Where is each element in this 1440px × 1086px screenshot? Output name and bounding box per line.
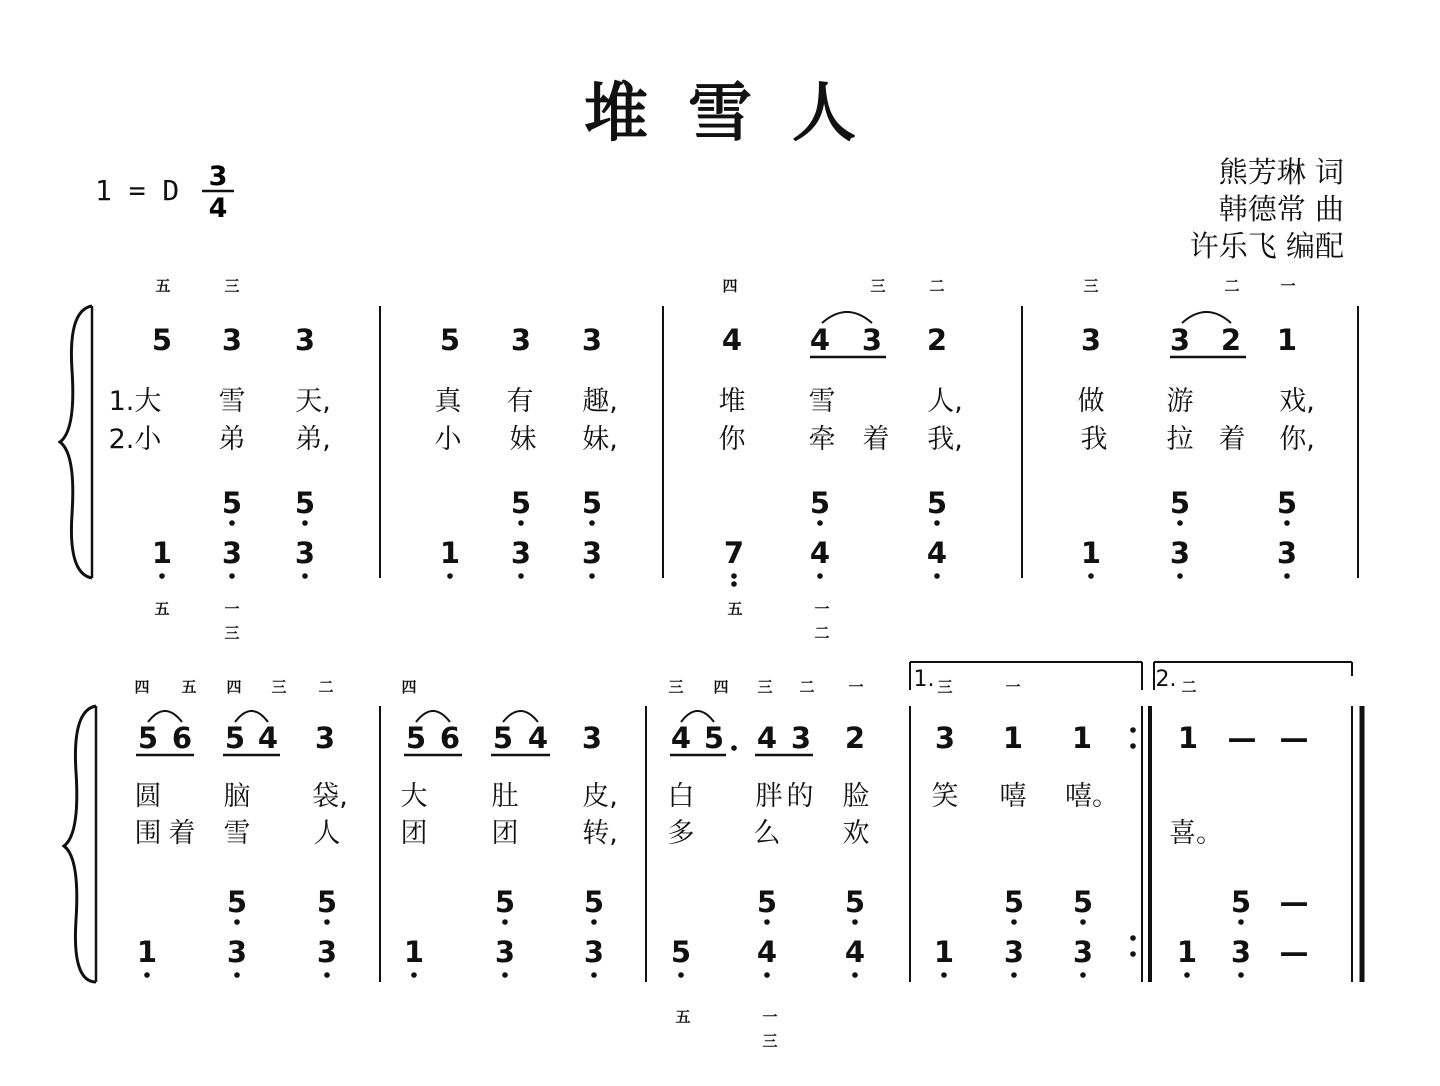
fingering-number: 二 — [814, 624, 830, 642]
octave-dot-below — [731, 573, 737, 579]
accomp-upper-note: 5 — [1072, 885, 1094, 919]
fingering-number: 四 — [401, 678, 417, 696]
repeat-dot — [1130, 951, 1136, 957]
lyric-verse2: 我 — [1080, 424, 1108, 455]
arranger-credit: 许乐飞 编配 — [1189, 229, 1344, 263]
lyric-verse1: 胖 — [755, 781, 783, 812]
octave-dot-below — [324, 972, 330, 978]
accomp-lower-note: 1 — [1080, 536, 1102, 570]
melody-note: 6 — [439, 721, 461, 755]
fingering-number: 五 — [675, 1008, 691, 1026]
accomp-upper-note: 5 — [294, 486, 316, 520]
accomp-lower-note: 1 — [933, 935, 955, 969]
lyric-verse1: 脑 — [223, 781, 251, 812]
accomp-upper-note: 5 — [581, 486, 603, 520]
fingering-number: 四 — [722, 277, 738, 295]
fingering-number: 三 — [870, 277, 886, 295]
octave-dot-below — [934, 573, 940, 579]
melody-note: 4 — [809, 323, 831, 357]
octave-dot-below — [1184, 972, 1190, 978]
lyric-verse1: 白 — [667, 781, 695, 812]
composer-credit: 韩德常 曲 — [1218, 192, 1344, 226]
octave-dot-below — [159, 573, 165, 579]
lyric-verse1: 嘻 — [999, 781, 1027, 812]
accomp-upper-note: 5 — [1169, 486, 1191, 520]
lyric-verse1: 戏, — [1279, 386, 1315, 417]
accomp-lower-note: 3 — [226, 935, 248, 969]
melody-note: 5 — [151, 323, 173, 357]
octave-dot-below — [591, 919, 597, 925]
volta-2-label: 2. — [1155, 667, 1177, 692]
melody-note: 4 — [756, 721, 778, 755]
lyric-verse1: 肚 — [491, 781, 519, 812]
octave-dot-below — [589, 520, 595, 526]
volta-1-label: 1. — [913, 667, 935, 692]
accomp-upper-note: 5 — [1230, 885, 1252, 919]
melody-note: 3 — [314, 721, 336, 755]
melody-note: 3 — [294, 323, 316, 357]
lyric-verse2: 2.小 — [108, 424, 162, 455]
accomp-lower-note: 1 — [403, 935, 425, 969]
melody-note: 3 — [790, 721, 812, 755]
fingering-number: 五 — [181, 678, 197, 696]
melody-note: 1 — [1177, 721, 1199, 755]
accomp-lower-note: 1 — [439, 536, 461, 570]
accomp-lower-note: 3 — [583, 935, 605, 969]
lyric-verse2: 着 — [1218, 424, 1246, 455]
lyric-verse1: 天, — [295, 386, 331, 417]
time-sig-top: 3 — [208, 161, 228, 192]
lyric-verse1: 游 — [1166, 386, 1194, 417]
accomp-lower-note: 3 — [294, 536, 316, 570]
lyric-verse2: 妹 — [509, 424, 537, 455]
melody-note: 3 — [581, 323, 603, 357]
accomp-upper-note: 5 — [494, 885, 516, 919]
octave-dot-below — [324, 919, 330, 925]
octave-dot-below — [1088, 573, 1094, 579]
lyric-verse2: 着 — [168, 818, 196, 849]
melody-note: 6 — [171, 721, 193, 755]
accomp-upper-note: 5 — [926, 486, 948, 520]
fingering-number: 四 — [226, 678, 242, 696]
melody-note: 5 — [405, 721, 427, 755]
melody-note: 3 — [1169, 323, 1191, 357]
fingering-number: 三 — [224, 277, 240, 295]
lyric-verse2: 么 — [753, 818, 781, 849]
octave-dot-below — [591, 972, 597, 978]
fingering-number: 一 — [848, 678, 864, 696]
accomp-upper-note: 5 — [583, 885, 605, 919]
accomp-lower-note: 7 — [723, 536, 745, 570]
accomp-lower-note: 4 — [809, 536, 831, 570]
accomp-upper-note: 5 — [1276, 486, 1298, 520]
melody-note: 2 — [844, 721, 866, 755]
melody-note: 5 — [224, 721, 246, 755]
accomp-lower-note: 3 — [1169, 536, 1191, 570]
melody-note: 1 — [1002, 721, 1024, 755]
time-sig-bottom: 4 — [208, 193, 228, 220]
lyric-verse2: 弟, — [295, 424, 331, 455]
fingering-number: 三 — [271, 678, 287, 696]
dotted-note — [731, 745, 737, 751]
octave-dot-below — [589, 573, 595, 579]
lyric-verse2: 我, — [927, 424, 963, 455]
fingering-number: 三 — [668, 678, 684, 696]
octave-dot-below — [817, 573, 823, 579]
octave-dot-below — [1080, 972, 1086, 978]
lyric-verse1: 人, — [927, 386, 963, 417]
fingering-number: 三 — [757, 678, 773, 696]
brace — [64, 706, 96, 982]
octave-dot-below — [852, 972, 858, 978]
fingering-number: 二 — [799, 678, 815, 696]
octave-dot-below — [1011, 972, 1017, 978]
octave-dot-below — [1177, 573, 1183, 579]
lyric-verse2: 妹, — [582, 424, 618, 455]
lyric-verse2: 团 — [400, 818, 428, 849]
lyric-verse1: 真 — [434, 386, 462, 417]
accomp-lower-note: 3 — [1003, 935, 1025, 969]
melody-note: 3 — [510, 323, 532, 357]
lyric-verse1: 雪 — [218, 386, 246, 417]
lyric-verse1: 笑 — [931, 781, 959, 812]
fingering-number: 三 — [762, 1032, 778, 1050]
fingering-number: 四 — [134, 678, 150, 696]
repeat-dot — [1130, 935, 1136, 941]
accomp-lower-note: 3 — [510, 536, 532, 570]
lyric-verse1: 堆 — [718, 386, 746, 417]
lyric-verse1: 1.大 — [108, 386, 162, 417]
octave-dot-below — [934, 520, 940, 526]
melody-note: 3 — [861, 323, 883, 357]
lyric-verse1: 圆 — [134, 781, 162, 812]
lyric-verse1: 脸 — [842, 781, 870, 812]
accomp-lower-note: 3 — [1276, 536, 1298, 570]
fingering-number: 一 — [224, 600, 240, 618]
accomp-lower-note: 3 — [316, 935, 338, 969]
lyric-verse2: 牵 — [808, 424, 836, 455]
accomp-lower-note: 4 — [756, 935, 778, 969]
melody-note: 5 — [703, 721, 725, 755]
accomp-lower-note: 3 — [221, 536, 243, 570]
fingering-number: 四 — [713, 678, 729, 696]
lyric-verse2: 多 — [667, 818, 695, 849]
octave-dot-below — [502, 919, 508, 925]
melody-note: 3 — [221, 323, 243, 357]
fingering-number: 二 — [1224, 277, 1240, 295]
lyric-verse1: 袋, — [312, 781, 348, 812]
melody-note: 1 — [1276, 323, 1298, 357]
brace — [60, 306, 92, 578]
octave-dot-below — [518, 573, 524, 579]
accomp-upper-note: 5 — [1003, 885, 1025, 919]
octave-dot-below — [1284, 520, 1290, 526]
fingering-number: 二 — [318, 678, 334, 696]
octave-dot-below — [1284, 573, 1290, 579]
lyric-verse2: 弟 — [218, 424, 246, 455]
lyric-verse2: 欢 — [842, 818, 870, 849]
melody-note: 3 — [934, 721, 956, 755]
accomp-lower-note: 1 — [136, 935, 158, 969]
lyric-verse1: 趣, — [582, 386, 618, 417]
lyric-verse2: 转, — [582, 818, 618, 849]
octave-dot-below — [1011, 919, 1017, 925]
octave-dot-below — [1238, 972, 1244, 978]
octave-dot-below — [817, 520, 823, 526]
octave-dot-below — [411, 972, 417, 978]
fingering-number: 五 — [155, 277, 171, 295]
lyric-verse1: 皮, — [582, 781, 618, 812]
octave-dot-below — [518, 520, 524, 526]
fingering-number: 三 — [1083, 277, 1099, 295]
octave-dot-below — [234, 919, 240, 925]
fingering-number: 一 — [1005, 678, 1021, 696]
accomp-lower-note: 1 — [151, 536, 173, 570]
accomp-upper-note: 5 — [226, 885, 248, 919]
fingering-number: 五 — [154, 600, 170, 618]
octave-dot-below — [852, 919, 858, 925]
fingering-number: 二 — [1181, 678, 1197, 696]
lyric-verse1: 的 — [786, 781, 814, 812]
melody-note: 4 — [527, 721, 549, 755]
lyric-verse2: 团 — [491, 818, 519, 849]
octave-dot-below — [678, 972, 684, 978]
accomp-lower-note: 3 — [1230, 935, 1252, 969]
accomp-upper-note: — — [1279, 885, 1309, 919]
melody-note: 5 — [439, 323, 461, 357]
page-title: 堆雪人 — [584, 77, 896, 151]
fingering-number: 一 — [814, 600, 830, 618]
lyric-verse2: 围 — [134, 818, 162, 849]
accomp-lower-note: 4 — [926, 536, 948, 570]
melody-note: — — [1227, 721, 1257, 755]
fingering-number: 三 — [224, 624, 240, 642]
octave-dot-below — [764, 919, 770, 925]
accomp-lower-note: 3 — [1072, 935, 1094, 969]
melody-note: 3 — [1080, 323, 1102, 357]
melody-note: 2 — [1220, 323, 1242, 357]
repeat-dot — [1130, 727, 1136, 733]
repeat-dot — [1130, 743, 1136, 749]
octave-dot-below — [302, 573, 308, 579]
lyric-verse1: 雪 — [808, 386, 836, 417]
lyric-verse1: 嘻。 — [1065, 781, 1119, 812]
octave-dot-below — [1177, 520, 1183, 526]
lyric-verse2: 雪 — [223, 818, 251, 849]
octave-dot-below — [764, 972, 770, 978]
lyric-verse2: 人 — [313, 818, 341, 849]
slur-arc — [822, 312, 872, 323]
octave-dot-below — [447, 573, 453, 579]
octave-dot-below — [302, 520, 308, 526]
accomp-upper-note: 5 — [221, 486, 243, 520]
octave-dot-below — [941, 972, 947, 978]
octave-dot-below — [234, 972, 240, 978]
octave-dot-below — [731, 581, 737, 587]
fingering-number: 一 — [762, 1008, 778, 1026]
octave-dot-below — [502, 972, 508, 978]
octave-dot-below — [1238, 919, 1244, 925]
lyric-verse1: 做 — [1077, 386, 1105, 417]
melody-note: 4 — [670, 721, 692, 755]
octave-dot-below — [229, 520, 235, 526]
lyric-verse2: 你, — [1279, 424, 1315, 455]
melody-note: 2 — [926, 323, 948, 357]
octave-dot-below — [144, 972, 150, 978]
key-label: 1 = D — [95, 174, 180, 207]
lyricist-credit: 熊芳琳 词 — [1218, 155, 1344, 189]
accomp-upper-note: 5 — [809, 486, 831, 520]
accomp-upper-note: 5 — [756, 885, 778, 919]
slur-arc — [1182, 312, 1231, 323]
accomp-lower-note: 3 — [581, 536, 603, 570]
accomp-upper-note: 5 — [510, 486, 532, 520]
lyric-verse2: 小 — [434, 424, 462, 455]
fingering-number: 一 — [1280, 277, 1296, 295]
lyric-verse2: 你 — [718, 424, 746, 455]
melody-note: 1 — [1071, 721, 1093, 755]
fingering-number: 五 — [727, 600, 743, 618]
melody-note: 3 — [581, 721, 603, 755]
lyric-verse2: 着 — [862, 424, 890, 455]
accomp-lower-note: 5 — [670, 935, 692, 969]
octave-dot-below — [229, 573, 235, 579]
fingering-number: 二 — [929, 277, 945, 295]
accomp-lower-note: 1 — [1176, 935, 1198, 969]
melody-note: — — [1279, 721, 1309, 755]
lyric-verse1: 大 — [400, 781, 428, 812]
melody-note: 4 — [721, 323, 743, 357]
melody-note: 5 — [137, 721, 159, 755]
accomp-lower-note: 4 — [844, 935, 866, 969]
melody-note: 5 — [492, 721, 514, 755]
lyric-verse2: 拉 — [1166, 424, 1194, 455]
accomp-lower-note: — — [1279, 935, 1309, 969]
lyric-verse2: 喜。 — [1169, 818, 1223, 849]
fingering-number: 三 — [937, 678, 953, 696]
accomp-upper-note: 5 — [316, 885, 338, 919]
accomp-lower-note: 3 — [494, 935, 516, 969]
accomp-upper-note: 5 — [844, 885, 866, 919]
melody-note: 4 — [257, 721, 279, 755]
lyric-verse1: 有 — [506, 386, 534, 417]
octave-dot-below — [1080, 919, 1086, 925]
